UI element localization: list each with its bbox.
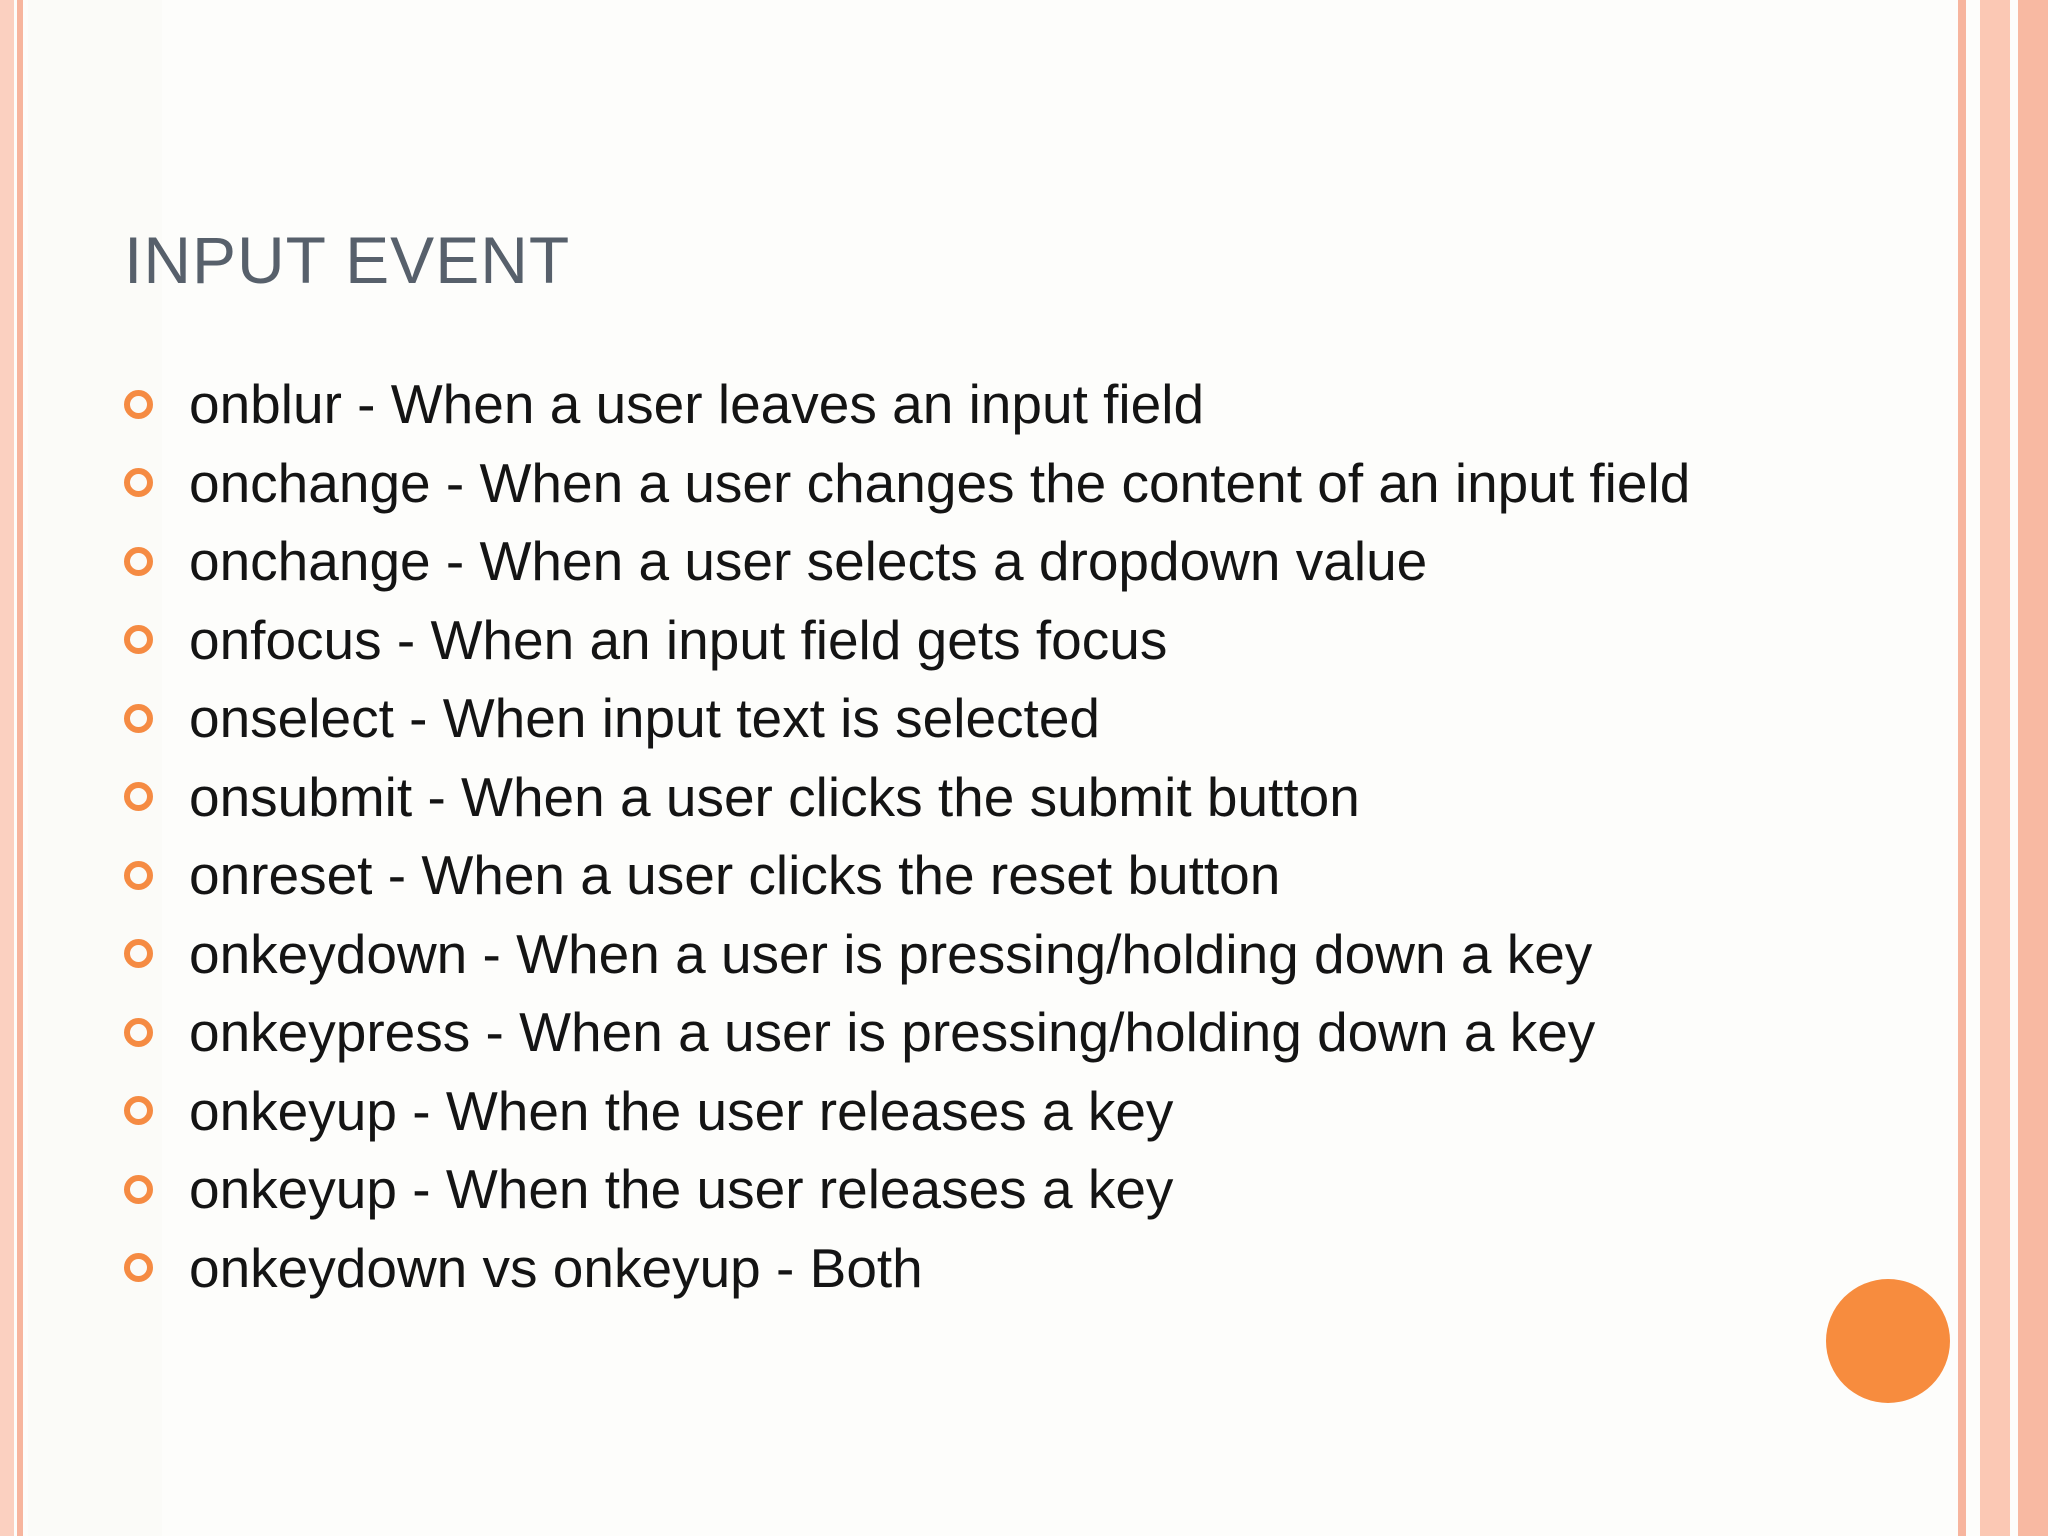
orange-circle-icon <box>1826 1279 1950 1403</box>
ring-bullet-icon <box>124 1175 153 1204</box>
ring-bullet-icon <box>124 1253 153 1282</box>
right-border-stripe <box>1980 0 2010 1536</box>
bullet-text: onblur - When a user leaves an input field <box>189 373 1205 436</box>
bullet-text: onkeydown vs onkeyup - Both <box>189 1236 923 1299</box>
left-border-line <box>17 0 23 1536</box>
list-item <box>124 836 1690 915</box>
ring-bullet-icon <box>124 704 153 733</box>
bullet-text: onreset - When a user clicks the reset button <box>189 844 1281 907</box>
list-item <box>124 993 1690 1072</box>
ring-bullet-icon <box>124 939 153 968</box>
list-item <box>124 679 1690 758</box>
ring-bullet-icon <box>124 1018 153 1047</box>
bullet-text: onkeyup - When the user releases a key <box>189 1079 1174 1142</box>
bullet-text: onfocus - When an input field gets focus <box>189 608 1168 671</box>
list-item <box>124 1229 1690 1308</box>
bullet-text: onchange - When a user changes the content of an input field <box>189 451 1691 514</box>
ring-bullet-icon <box>124 625 153 654</box>
list-item <box>124 915 1690 994</box>
right-border-line <box>1958 0 1966 1536</box>
list-item <box>124 522 1690 601</box>
right-border-stripe-outer <box>2018 0 2048 1536</box>
ring-bullet-icon <box>124 782 153 811</box>
list-item <box>124 365 1690 444</box>
ring-bullet-icon <box>124 861 153 890</box>
bullet-text: onselect - When input text is selected <box>189 687 1101 750</box>
slide-title: INPUT EVENT <box>124 223 571 297</box>
ring-bullet-icon <box>124 390 153 419</box>
left-border-stripe <box>0 0 14 1536</box>
ring-bullet-icon <box>124 1096 153 1125</box>
ring-bullet-icon <box>124 547 153 576</box>
ring-bullet-icon <box>124 468 153 497</box>
list-item <box>124 1072 1690 1151</box>
list-item <box>124 444 1690 523</box>
bullet-text: onkeydown - When a user is pressing/holding down a key <box>189 922 1593 985</box>
bullet-list <box>124 365 1690 1307</box>
list-item <box>124 601 1690 680</box>
bullet-text: onkeyup - When the user releases a key <box>189 1158 1174 1221</box>
list-item <box>124 758 1690 837</box>
bullet-text: onkeypress - When a user is pressing/holding down a key <box>189 1001 1596 1064</box>
list-item <box>124 1150 1690 1229</box>
bullet-text: onchange - When a user selects a dropdown value <box>189 530 1428 593</box>
bullet-text: onsubmit - When a user clicks the submit button <box>189 765 1360 828</box>
